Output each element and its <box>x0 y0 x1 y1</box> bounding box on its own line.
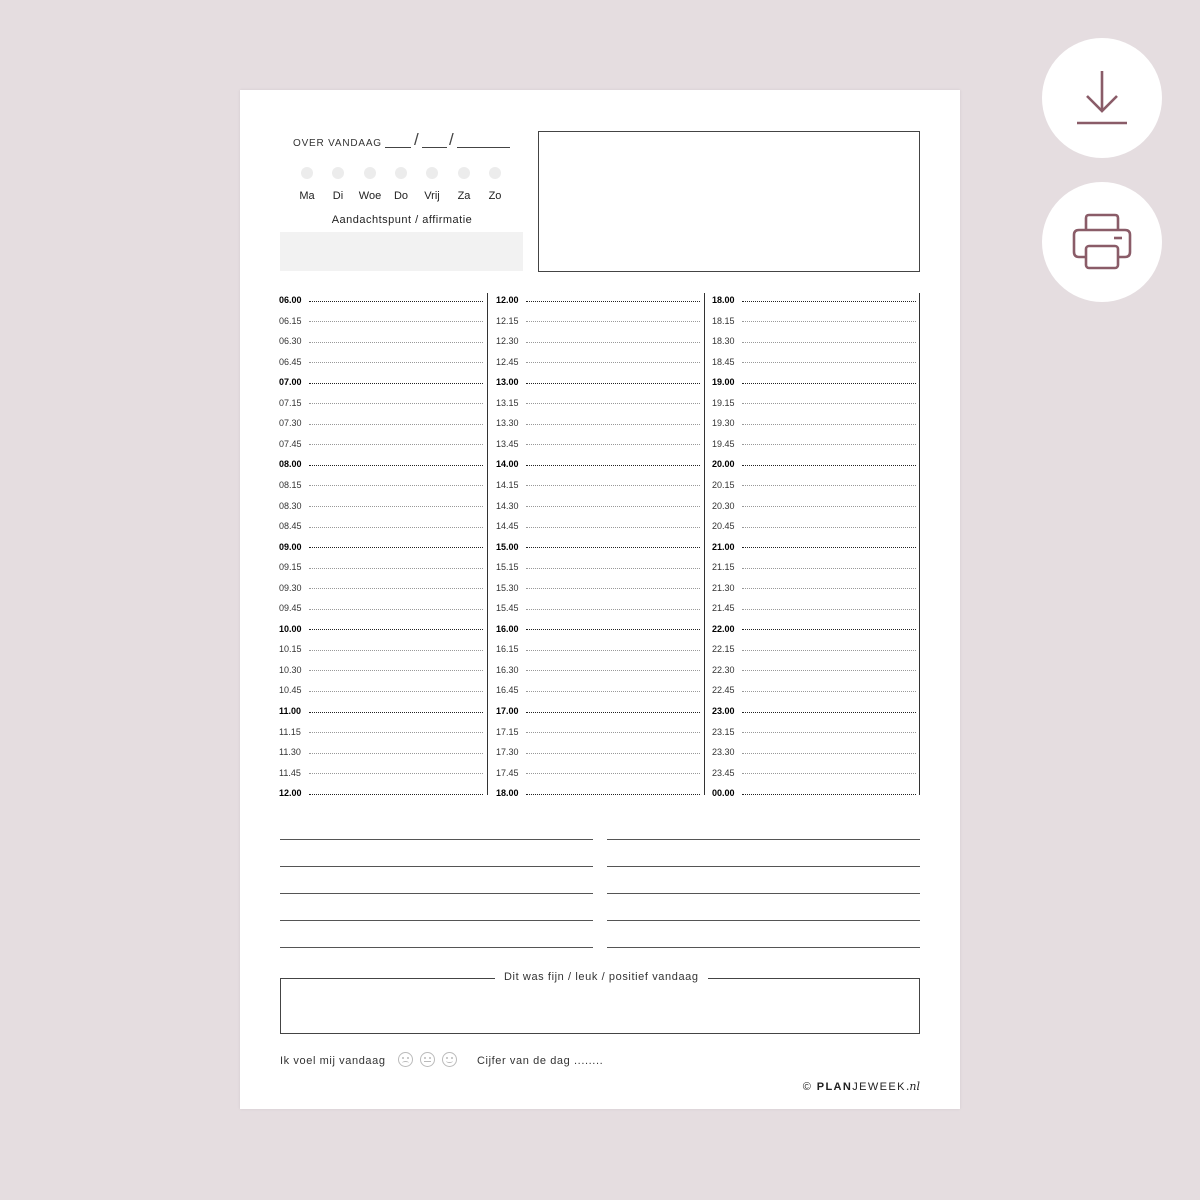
time-slot-line <box>309 568 483 569</box>
time-label: 21.00 <box>712 541 735 552</box>
neutral-face-icon[interactable] <box>420 1052 435 1067</box>
schedule-grid <box>279 293 919 798</box>
day-dot <box>489 167 501 179</box>
time-slot-row[interactable] <box>496 745 700 759</box>
day-za[interactable] <box>449 167 479 204</box>
time-label: 21.15 <box>712 562 735 573</box>
time-label: 07.00 <box>279 377 302 388</box>
day-dot <box>458 167 470 179</box>
day-dot <box>364 167 376 179</box>
time-slot-line <box>742 424 916 425</box>
time-label: 14.45 <box>496 521 519 532</box>
time-slot-row[interactable] <box>496 355 700 369</box>
day-label: Di <box>332 190 344 202</box>
time-slot-line <box>309 403 483 404</box>
time-label: 13.00 <box>496 377 519 388</box>
time-label: 14.00 <box>496 459 519 470</box>
time-slot-row[interactable] <box>279 293 483 307</box>
time-slot-line <box>742 732 916 733</box>
note-line[interactable] <box>607 893 920 894</box>
time-slot-row[interactable] <box>496 766 700 780</box>
time-slot-line <box>309 444 483 445</box>
time-slot-row[interactable] <box>496 663 700 677</box>
time-slot-line <box>526 506 700 507</box>
time-label: 19.45 <box>712 438 735 449</box>
time-slot-line <box>526 321 700 322</box>
time-label: 06.30 <box>279 336 302 347</box>
time-slot-line <box>742 547 916 548</box>
time-slot-row[interactable] <box>279 437 483 451</box>
time-slot-row[interactable] <box>496 581 700 595</box>
logo-plan: PLAN <box>816 1081 853 1093</box>
time-label: 12.30 <box>496 336 519 347</box>
column-divider <box>919 293 920 795</box>
column-divider <box>487 293 488 795</box>
time-label: 17.00 <box>496 706 519 716</box>
print-button[interactable] <box>1042 182 1162 302</box>
column-divider <box>704 293 705 795</box>
time-slot-line <box>309 753 483 754</box>
time-label: 23.30 <box>712 747 735 758</box>
time-label: 22.30 <box>712 664 735 675</box>
schedule-column-evening <box>712 293 916 798</box>
time-slot-row[interactable] <box>712 745 916 759</box>
time-slot-line <box>309 691 483 692</box>
affirmation-field[interactable] <box>280 232 523 271</box>
time-slot-line <box>309 588 483 589</box>
time-slot-line <box>526 485 700 486</box>
time-label: 21.45 <box>712 603 735 614</box>
day-label: Woe <box>358 190 382 202</box>
time-slot-row[interactable] <box>279 766 483 780</box>
time-label: 19.15 <box>712 397 735 408</box>
time-slot-row[interactable] <box>279 519 483 533</box>
time-slot-line <box>526 650 700 651</box>
time-slot-row[interactable] <box>496 478 700 492</box>
feel-label: Ik voel mij vandaag <box>280 1055 386 1067</box>
logo-copyright: © <box>802 1081 813 1093</box>
download-icon <box>1076 68 1128 128</box>
time-slot-line <box>742 568 916 569</box>
time-slot-line <box>309 506 483 507</box>
time-label: 15.45 <box>496 603 519 614</box>
day-dot <box>301 167 313 179</box>
time-slot-row[interactable] <box>496 293 700 307</box>
time-label: 15.15 <box>496 562 519 573</box>
day-label: Ma <box>299 190 315 202</box>
time-slot-line <box>309 301 483 302</box>
time-slot-line <box>526 732 700 733</box>
time-label: 17.15 <box>496 726 519 737</box>
day-label: Za <box>457 190 471 202</box>
note-line[interactable] <box>280 947 593 948</box>
time-label: 10.45 <box>279 685 302 696</box>
time-label: 12.15 <box>496 315 519 326</box>
time-slot-row[interactable] <box>712 622 916 636</box>
time-slot-line <box>742 444 916 445</box>
time-slot-row[interactable] <box>496 642 700 656</box>
time-label: 22.15 <box>712 644 735 655</box>
time-slot-line <box>309 629 483 630</box>
time-slot-line <box>526 465 700 466</box>
time-slot-row[interactable] <box>496 416 700 430</box>
time-label: 06.00 <box>279 295 302 305</box>
time-slot-row[interactable] <box>712 478 916 492</box>
time-slot-row[interactable] <box>496 540 700 554</box>
time-slot-line <box>309 650 483 651</box>
time-label: 10.30 <box>279 664 302 675</box>
time-label: 14.30 <box>496 500 519 511</box>
time-slot-line <box>742 506 916 507</box>
time-slot-line <box>526 362 700 363</box>
time-slot-row[interactable] <box>496 683 700 697</box>
time-slot-line <box>309 547 483 548</box>
day-dot <box>332 167 344 179</box>
time-slot-line <box>742 527 916 528</box>
time-label: 12.00 <box>279 788 302 799</box>
time-label: 22.45 <box>712 685 735 696</box>
time-slot-line <box>526 588 700 589</box>
day-zo[interactable] <box>480 167 510 204</box>
time-slot-row[interactable] <box>279 745 483 759</box>
time-slot-line <box>742 773 916 774</box>
printer-icon <box>1071 213 1133 271</box>
time-label: 20.15 <box>712 479 735 490</box>
time-slot-row[interactable] <box>279 683 483 697</box>
time-slot-line <box>309 732 483 733</box>
time-slot-row[interactable] <box>279 725 483 739</box>
day-vrij[interactable] <box>417 167 447 204</box>
time-label: 00.00 <box>712 788 735 799</box>
time-slot-row[interactable] <box>279 416 483 430</box>
time-label: 09.00 <box>279 541 302 552</box>
time-slot-line <box>526 568 700 569</box>
time-slot-row[interactable] <box>712 663 916 677</box>
time-slot-line <box>309 342 483 343</box>
planjeweek-logo <box>803 1080 920 1093</box>
time-slot-row[interactable] <box>279 334 483 348</box>
time-slot-row[interactable] <box>712 683 916 697</box>
affirmation-label: Aandachtspunt / affirmatie <box>331 214 473 226</box>
logo-nl: .nl <box>905 1080 920 1093</box>
positive-today-box[interactable] <box>280 978 920 1034</box>
time-slot-row[interactable] <box>279 457 483 471</box>
time-slot-row[interactable] <box>712 766 916 780</box>
time-slot-row[interactable] <box>712 314 916 328</box>
time-slot-row[interactable] <box>279 704 483 718</box>
time-slot-row[interactable] <box>496 601 700 615</box>
time-slot-line <box>526 712 700 713</box>
time-label: 16.15 <box>496 644 519 655</box>
time-label: 13.45 <box>496 438 519 449</box>
day-woe[interactable] <box>355 167 385 204</box>
time-slot-line <box>742 383 916 384</box>
time-slot-row[interactable] <box>279 355 483 369</box>
time-slot-row[interactable] <box>712 293 916 307</box>
date-field-month[interactable] <box>422 147 447 148</box>
time-slot-row[interactable] <box>279 396 483 410</box>
time-slot-line <box>742 753 916 754</box>
time-label: 19.00 <box>712 377 735 388</box>
time-label: 23.45 <box>712 767 735 778</box>
time-slot-line <box>309 321 483 322</box>
time-slot-row[interactable] <box>279 375 483 389</box>
time-slot-line <box>742 629 916 630</box>
time-slot-row[interactable] <box>279 622 483 636</box>
time-label: 18.15 <box>712 315 735 326</box>
time-slot-line <box>309 424 483 425</box>
schedule-column-morning <box>279 293 483 798</box>
time-slot-row[interactable] <box>712 704 916 718</box>
time-label: 07.15 <box>279 397 302 408</box>
time-slot-line <box>309 773 483 774</box>
time-slot-row[interactable] <box>496 725 700 739</box>
time-label: 12.00 <box>496 295 519 305</box>
time-label: 08.30 <box>279 500 302 511</box>
time-slot-row[interactable] <box>279 601 483 615</box>
time-slot-row[interactable] <box>279 663 483 677</box>
time-slot-row[interactable] <box>712 416 916 430</box>
date-field-day[interactable] <box>385 147 411 148</box>
note-line[interactable] <box>280 866 593 867</box>
time-slot-row[interactable] <box>712 499 916 513</box>
time-slot-line <box>309 670 483 671</box>
time-slot-row[interactable] <box>496 704 700 718</box>
time-slot-row[interactable] <box>279 540 483 554</box>
time-slot-line <box>309 485 483 486</box>
time-label: 10.00 <box>279 623 302 634</box>
time-label: 15.00 <box>496 541 519 552</box>
time-slot-line <box>309 609 483 610</box>
time-label: 11.15 <box>279 726 301 737</box>
time-label: 16.45 <box>496 685 519 696</box>
day-label: Vrij <box>424 190 440 202</box>
time-slot-row[interactable] <box>496 437 700 451</box>
time-slot-row[interactable] <box>279 478 483 492</box>
time-slot-line <box>742 301 916 302</box>
time-label: 16.00 <box>496 623 519 634</box>
time-label: 19.30 <box>712 418 735 429</box>
time-slot-row[interactable] <box>496 314 700 328</box>
time-slot-line <box>526 629 700 630</box>
time-slot-line <box>742 465 916 466</box>
time-slot-row[interactable] <box>712 375 916 389</box>
time-slot-row[interactable] <box>496 396 700 410</box>
time-slot-line <box>742 588 916 589</box>
time-slot-row[interactable] <box>712 540 916 554</box>
time-slot-line <box>742 794 916 795</box>
time-slot-line <box>742 321 916 322</box>
time-label: 20.30 <box>712 500 735 511</box>
time-slot-line <box>526 609 700 610</box>
time-label: 18.45 <box>712 356 735 367</box>
time-label: 18.00 <box>496 788 519 799</box>
time-slot-line <box>309 465 483 466</box>
time-slot-line <box>526 691 700 692</box>
time-slot-row[interactable] <box>712 457 916 471</box>
time-label: 07.45 <box>279 438 302 449</box>
time-slot-line <box>526 403 700 404</box>
time-slot-row[interactable] <box>712 437 916 451</box>
note-line[interactable] <box>280 893 593 894</box>
time-slot-row[interactable] <box>279 581 483 595</box>
grade-label: Cijfer van de dag ........ <box>477 1055 604 1067</box>
time-slot-line <box>526 547 700 548</box>
time-slot-row[interactable] <box>496 334 700 348</box>
time-label: 11.00 <box>279 706 302 716</box>
time-slot-line <box>742 609 916 610</box>
day-do[interactable] <box>386 167 416 204</box>
time-label: 09.15 <box>279 562 302 573</box>
time-slot-row[interactable] <box>712 334 916 348</box>
time-slot-line <box>526 753 700 754</box>
time-slot-row[interactable] <box>712 642 916 656</box>
time-label: 09.30 <box>279 582 302 593</box>
time-label: 08.00 <box>279 459 302 470</box>
time-slot-row[interactable] <box>279 560 483 574</box>
time-slot-row[interactable] <box>279 642 483 656</box>
positive-today-label: Dit was fijn / leuk / positief vandaag <box>495 971 708 983</box>
day-label: Do <box>393 190 409 202</box>
time-slot-line <box>742 712 916 713</box>
time-slot-row[interactable] <box>712 560 916 574</box>
time-label: 13.15 <box>496 397 519 408</box>
download-button[interactable] <box>1042 38 1162 158</box>
date-slash-2: / <box>449 130 454 149</box>
time-label: 21.30 <box>712 582 735 593</box>
note-line[interactable] <box>280 920 593 921</box>
time-slot-row[interactable] <box>496 457 700 471</box>
date-field-year[interactable] <box>457 147 510 148</box>
time-slot-line <box>526 383 700 384</box>
date-slash-1: / <box>414 130 419 149</box>
time-slot-row[interactable] <box>496 786 700 800</box>
time-slot-line <box>742 670 916 671</box>
time-slot-line <box>742 650 916 651</box>
time-slot-row[interactable] <box>712 355 916 369</box>
day-ma[interactable] <box>292 167 322 204</box>
time-slot-row[interactable] <box>712 581 916 595</box>
time-slot-line <box>742 691 916 692</box>
note-line[interactable] <box>280 839 593 840</box>
note-line[interactable] <box>607 947 920 948</box>
time-slot-line <box>526 773 700 774</box>
note-line[interactable] <box>607 866 920 867</box>
time-slot-line <box>526 527 700 528</box>
time-label: 15.30 <box>496 582 519 593</box>
weekday-selector <box>292 167 566 201</box>
day-label: Zo <box>488 190 502 202</box>
day-dot <box>426 167 438 179</box>
schedule-column-afternoon <box>496 293 700 798</box>
time-label: 09.45 <box>279 603 302 614</box>
time-label: 06.15 <box>279 315 302 326</box>
time-label: 17.45 <box>496 767 519 778</box>
time-slot-row[interactable] <box>496 499 700 513</box>
time-slot-line <box>526 342 700 343</box>
time-slot-row[interactable] <box>496 560 700 574</box>
time-slot-row[interactable] <box>712 519 916 533</box>
time-slot-line <box>309 383 483 384</box>
over-vandaag-label: OVER VANDAAG <box>293 138 382 149</box>
time-label: 13.30 <box>496 418 519 429</box>
time-label: 10.15 <box>279 644 302 655</box>
time-slot-row[interactable] <box>496 519 700 533</box>
time-label: 14.15 <box>496 479 519 490</box>
time-label: 18.00 <box>712 295 735 305</box>
time-label: 11.45 <box>279 767 301 778</box>
time-label: 08.15 <box>279 479 302 490</box>
time-slot-row[interactable] <box>712 396 916 410</box>
time-slot-line <box>526 301 700 302</box>
time-slot-line <box>309 712 483 713</box>
notes-box[interactable] <box>538 131 920 272</box>
time-slot-row[interactable] <box>496 375 700 389</box>
time-label: 22.00 <box>712 623 735 634</box>
time-slot-line <box>742 362 916 363</box>
time-label: 07.30 <box>279 418 302 429</box>
time-label: 08.45 <box>279 521 302 532</box>
time-label: 20.45 <box>712 521 735 532</box>
sad-face-icon[interactable] <box>398 1052 413 1067</box>
day-di[interactable] <box>323 167 353 204</box>
time-slot-row[interactable] <box>279 786 483 800</box>
time-slot-line <box>742 403 916 404</box>
time-slot-row[interactable] <box>712 725 916 739</box>
time-label: 20.00 <box>712 459 735 470</box>
time-slot-row[interactable] <box>279 314 483 328</box>
time-slot-line <box>526 794 700 795</box>
note-line[interactable] <box>607 839 920 840</box>
time-label: 23.00 <box>712 706 735 716</box>
time-slot-line <box>742 342 916 343</box>
time-label: 18.30 <box>712 336 735 347</box>
planner-sheet <box>240 90 960 1109</box>
time-slot-row[interactable] <box>712 601 916 615</box>
time-slot-line <box>526 424 700 425</box>
time-label: 11.30 <box>279 747 301 758</box>
time-slot-line <box>526 670 700 671</box>
happy-face-icon[interactable] <box>442 1052 457 1067</box>
time-label: 23.15 <box>712 726 735 737</box>
time-label: 16.30 <box>496 664 519 675</box>
time-label: 12.45 <box>496 356 519 367</box>
time-slot-line <box>309 794 483 795</box>
time-slot-line <box>742 485 916 486</box>
time-label: 17.30 <box>496 747 519 758</box>
time-label: 06.45 <box>279 356 302 367</box>
time-slot-line <box>526 444 700 445</box>
time-slot-line <box>309 362 483 363</box>
logo-jeweek: JEWEEK <box>852 1081 906 1093</box>
time-slot-row[interactable] <box>496 622 700 636</box>
time-slot-row[interactable] <box>279 499 483 513</box>
time-slot-row[interactable] <box>712 786 916 800</box>
time-slot-line <box>309 527 483 528</box>
note-line[interactable] <box>607 920 920 921</box>
day-dot <box>395 167 407 179</box>
